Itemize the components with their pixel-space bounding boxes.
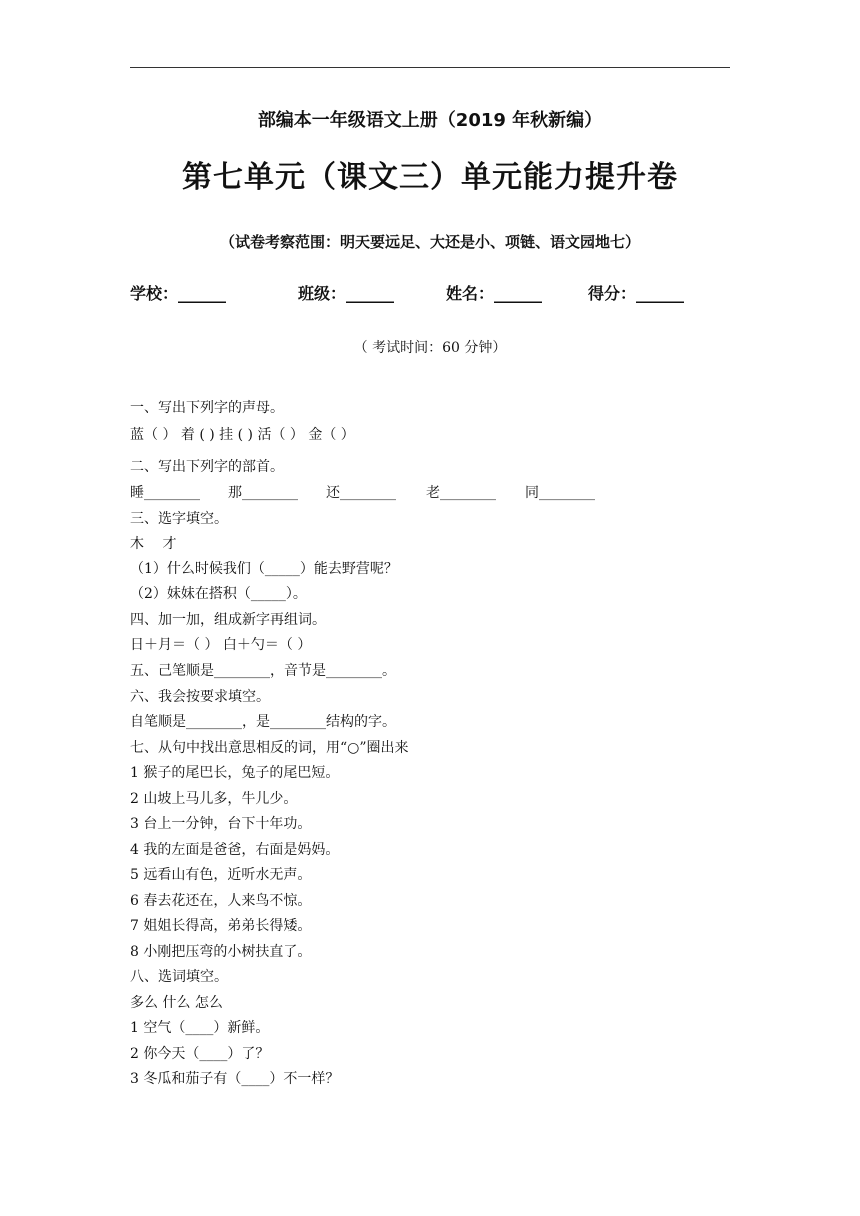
q4-items: 日＋月＝（ ） 白＋勺＝（ ） (130, 637, 312, 653)
exam-subtitle: 部编本一年级语文上册（2019 年秋新编） (257, 110, 603, 131)
class-field: 班级：______ (298, 284, 395, 303)
q7-item: 3 台上一分钟，台下十年功。 (130, 816, 312, 832)
q3-item-2: （2）妹妹在搭积（_____）。 (130, 586, 307, 602)
q7-item: 5 远看山有色，近听水无声。 (130, 867, 312, 883)
q2-items-row (130, 483, 730, 503)
q6-item: 自笔顺是________，是________结构的字。 (130, 714, 396, 730)
exam-time: （ 考试时间：60 分钟） (353, 340, 507, 356)
q3-options: 木 才 (130, 536, 177, 552)
q2-item: 睡________ (130, 485, 200, 501)
q3-title: 三、选字填空。 (130, 511, 228, 527)
q2-item: 老________ (426, 485, 496, 501)
q7-title: 七、从句中找出意思相反的词，用“○”圈出来 (130, 740, 409, 756)
q5: 五、己笔顺是________，音节是________。 (130, 663, 396, 679)
q3-item-1: （1）什么时候我们（_____）能去野营呢？ (130, 561, 398, 577)
exam-title: 第七单元（课文三）单元能力提升卷 (182, 160, 678, 195)
q4-title: 四、加一加，组成新字再组词。 (130, 612, 326, 628)
q7-item: 8 小刚把压弯的小树扶直了。 (130, 944, 312, 960)
q2-item: 还________ (326, 485, 396, 501)
q7-item: 1 猴子的尾巴长，兔子的尾巴短。 (130, 765, 340, 781)
q8-item: 1 空气（____）新鲜。 (130, 1020, 270, 1036)
q2-item: 那________ (228, 485, 298, 501)
q7-item: 4 我的左面是爸爸，右面是妈妈。 (130, 842, 340, 858)
school-field: 学校：______ (130, 284, 227, 303)
name-field: 姓名：______ (446, 284, 543, 303)
q1-title: 一、写出下列字的声母。 (130, 400, 284, 416)
q2-item: 同________ (525, 485, 595, 501)
score-field: 得分：______ (588, 284, 685, 303)
q7-item: 6 春去花还在，人来鸟不惊。 (130, 893, 312, 909)
header-rule (130, 67, 730, 68)
q8-title: 八、选词填空。 (130, 969, 228, 985)
q8-item: 3 冬瓜和茄子有（____）不一样？ (130, 1071, 340, 1087)
q1-items: 蓝（ ） 着 ( ) 挂 ( ) 活（ ） 金（ ） (130, 427, 355, 443)
q6-title: 六、我会按要求填空。 (130, 689, 270, 705)
q7-item: 2 山坡上马儿多，牛儿少。 (130, 791, 298, 807)
q8-options: 多么 什么 怎么 (130, 995, 223, 1011)
exam-scope: （试卷考察范围：明天要远足、大还是小、项链、语文园地七） (219, 233, 640, 251)
q7-item: 7 姐姐长得高，弟弟长得矮。 (130, 918, 312, 934)
q8-item: 2 你今天（____）了？ (130, 1046, 270, 1062)
q2-title: 二、写出下列字的部首。 (130, 459, 284, 475)
